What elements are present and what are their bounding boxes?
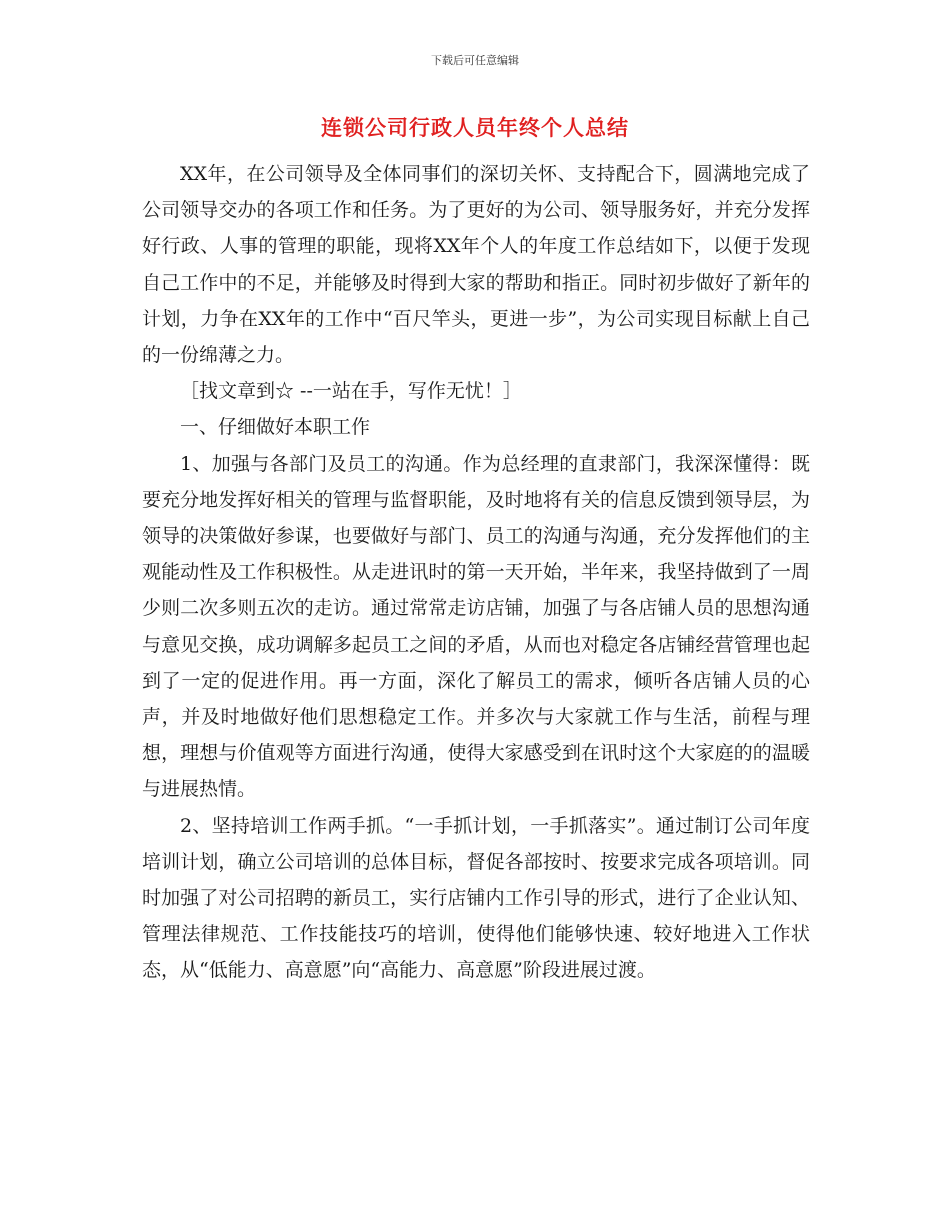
- header-note: 下载后可任意编辑: [431, 54, 519, 67]
- section-heading: 一、仔细做好本职工作: [180, 416, 371, 439]
- paragraph-communication: 1、加强与各部门及员工的沟通。作为总经理的直隶部门，我深深懂得：既要充分地发挥好相关的管理与监督职能，及时地将有关的信息反馈到领导层，为领导的决策做好参谋，也要做好与部门、员工的沟通与沟通，充分发挥他们的主观能动性及工作积极性。从走进讯时的第一天开始，半年来，我坚持做到了一周少则二次多则五次的走访。通过常常走访店铺，加强了与各店铺人员的思想沟通与意见交换，成功调解多起员工之间的矛盾，从而也对稳定各店铺经营管理也起到了一定的促进作用。再一方面，深化了解员工的需求，倾听各店铺人员的心声，并及时地做好他们思想稳定工作。并多次与大家就工作与生活，前程与理想，理想与价值观等方面进行沟通，使得大家感受到在讯时这个大家庭的的温暖与进展热情。: [142, 452, 810, 801]
- paragraph-training: 2、坚持培训工作两手抓。“一手抓计划，一手抓落实”。通过制订公司年度培训计划，确立公司培训的总体目标，督促各部按时、按要求完成各项培训。同时加强了对公司招聘的新员工，实行店铺内工作引导的形式，进行了企业认知、管理法律规范、工作技能技巧的培训，使得他们能够快速、较好地进入工作状态，从“低能力、高意愿”向“高能力、高意愿”阶段进展过渡。: [142, 814, 810, 982]
- paragraph-note: ［找文章到☆ --一站在手，写作无忧！］: [180, 380, 522, 403]
- paragraph-intro: XX年，在公司领导及全体同事们的深切关怀、支持配合下，圆满地完成了公司领导交办的各项工作和任务。为了更好的为公司、领导服务好，并充分发挥好行政、人事的管理的职能，现将XX年个人的年度工作总结如下，以便于发现自己工作中的不足，并能够及时得到大家的帮助和指正。同时初步做好了新年的计划，力争在XX年的工作中“百尺竿头，更进一步”，为公司实现目标献上自己的一份绵薄之力。: [142, 163, 810, 367]
- document-body: [142, 156, 810, 989]
- document-title: 连锁公司行政人员年终个人总结: [321, 116, 629, 140]
